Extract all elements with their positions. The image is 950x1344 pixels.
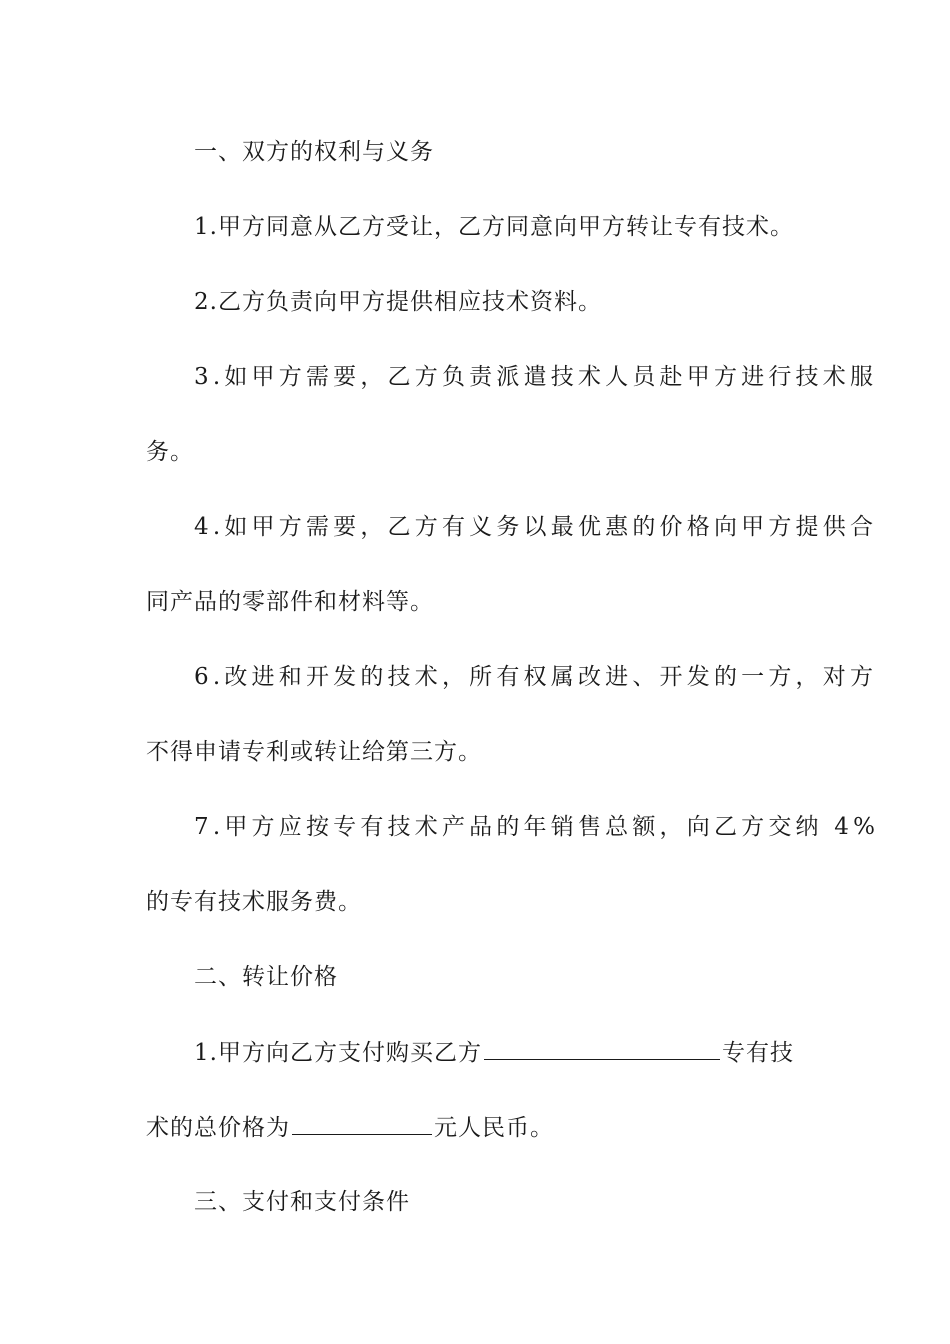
section-heading-transfer-price: 二、转让价格 <box>194 964 338 990</box>
clause-3-line-2: 务。 <box>146 439 194 465</box>
total-price-blank[interactable] <box>292 1112 432 1135</box>
clause-6-line-1: 6.改进和开发的技术，所有权属改进、开发的一方，对方 <box>194 664 878 690</box>
clause-3-line-1: 3.如甲方需要，乙方负责派遣技术人员赴甲方进行技术服 <box>194 364 878 390</box>
price-clause-text-b: 专有技 <box>721 1040 794 1066</box>
price-clause-line-1 <box>194 1037 806 1068</box>
clause-7-line-2: 的专有技术服务费。 <box>146 889 362 915</box>
section-heading-payment-terms: 三、支付和支付条件 <box>194 1189 410 1215</box>
clause-2-technical-data: 2.乙方负责向甲方提供相应技术资料。 <box>194 289 602 315</box>
price-clause-line-2 <box>146 1112 806 1143</box>
price-clause-text-a: 1.甲方向乙方支付购买乙方 <box>194 1040 482 1066</box>
total-price-text-b: 元人民币。 <box>434 1115 554 1141</box>
total-price-text-a: 术的总价格为 <box>146 1115 290 1141</box>
section-heading-rights-obligations: 一、双方的权利与义务 <box>194 139 434 165</box>
technology-name-blank[interactable] <box>484 1037 720 1060</box>
clause-1-transfer: 1.甲方同意从乙方受让，乙方同意向甲方转让专有技术。 <box>194 214 794 240</box>
clause-6-line-2: 不得申请专利或转让给第三方。 <box>146 739 482 765</box>
clause-4-line-2: 同产品的零部件和材料等。 <box>146 589 434 615</box>
clause-7-line-1: 7.甲方应按专有技术产品的年销售总额，向乙方交纳 4% <box>194 814 880 840</box>
clause-4-line-1: 4.如甲方需要，乙方有义务以最优惠的价格向甲方提供合 <box>194 514 878 540</box>
